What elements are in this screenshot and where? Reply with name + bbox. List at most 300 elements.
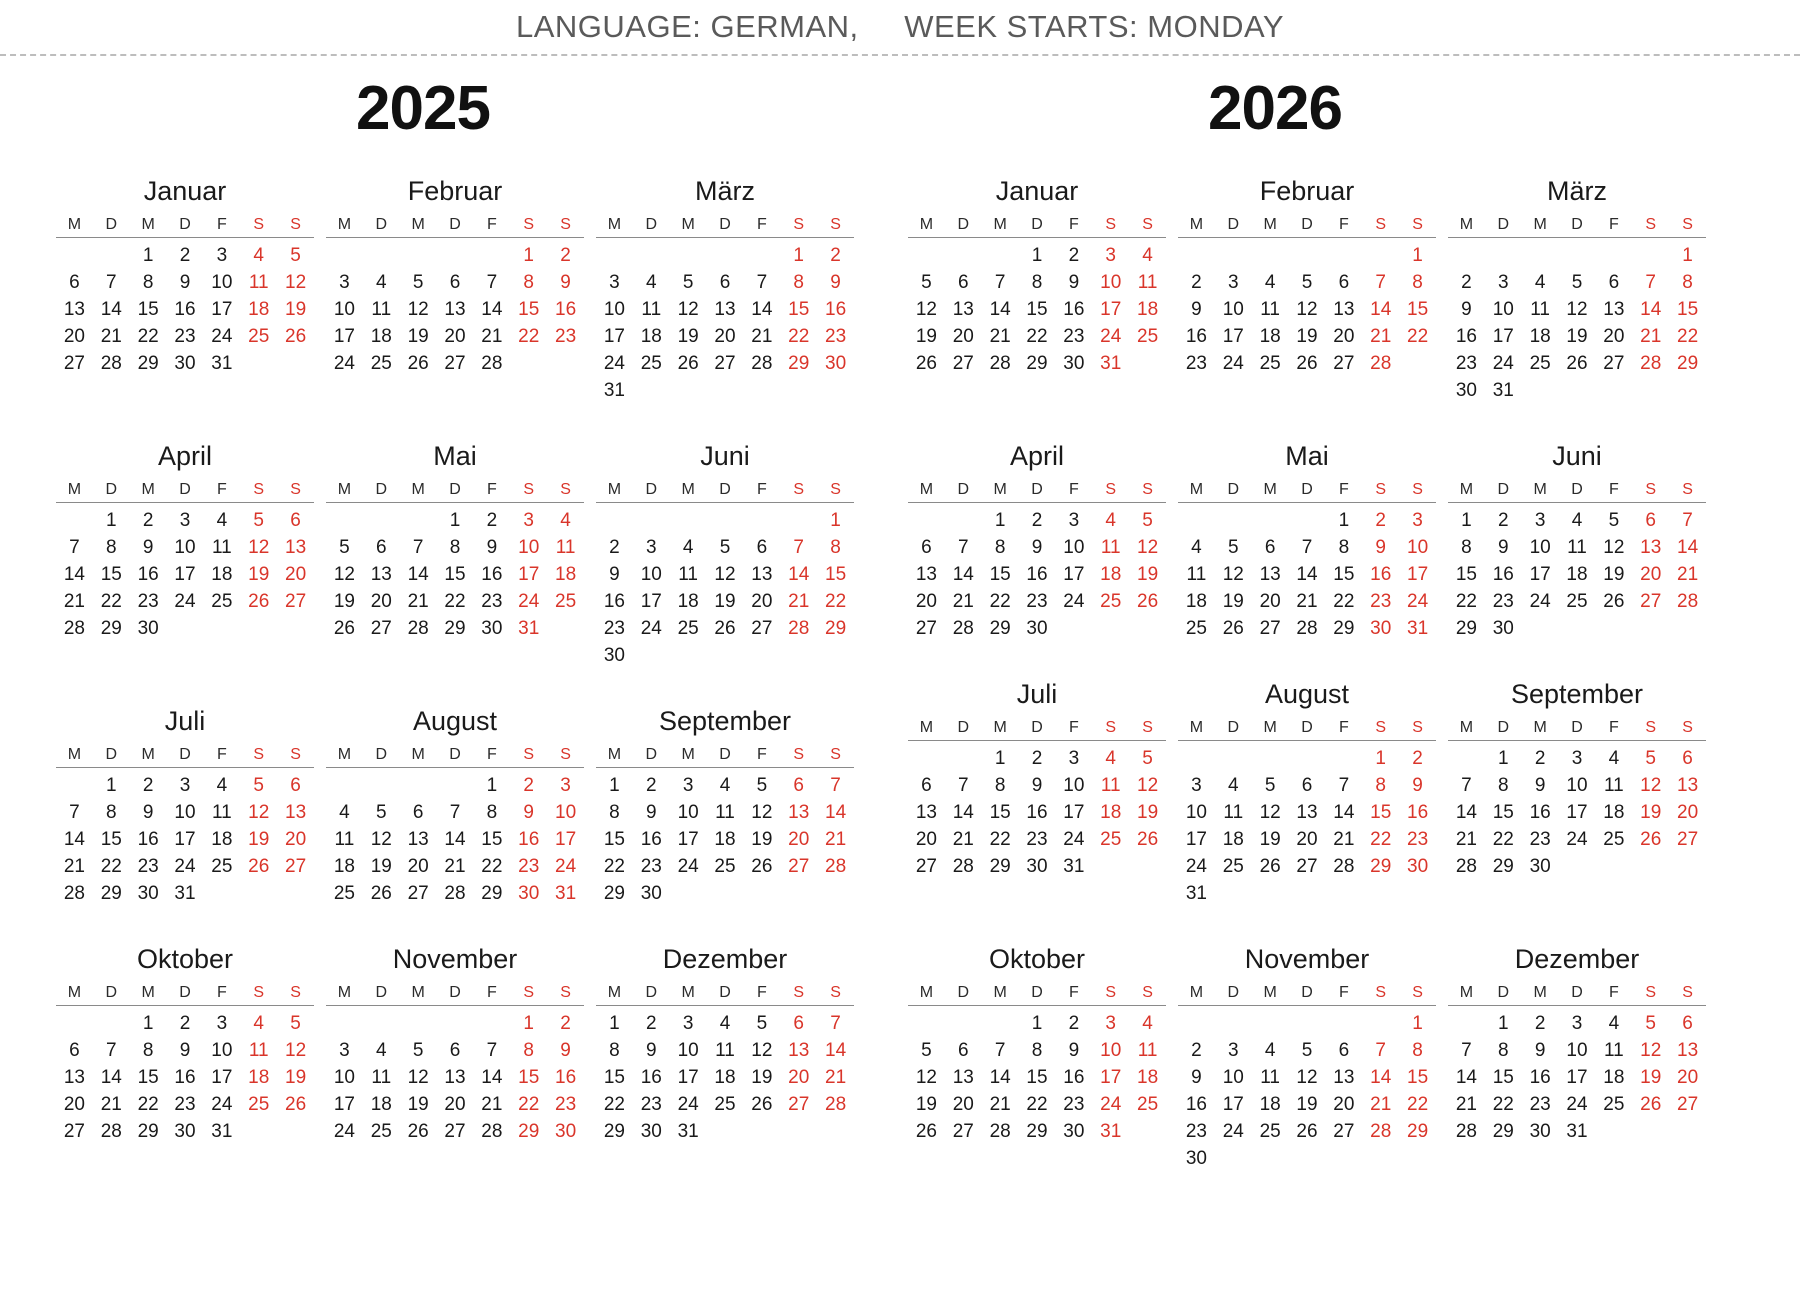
day-cell[interactable]: 10 (677, 1040, 699, 1061)
day-cell[interactable]: 20 (285, 564, 307, 585)
day-cell[interactable]: 4 (645, 272, 657, 293)
day-cell[interactable]: 16 (555, 299, 577, 320)
day-cell[interactable]: 15 (603, 829, 625, 850)
day-cell[interactable]: 28 (1370, 353, 1392, 374)
day-cell[interactable]: 14 (63, 564, 85, 585)
day-cell[interactable]: 25 (1137, 326, 1159, 347)
day-cell[interactable]: 3 (1068, 748, 1080, 769)
day-cell[interactable]: 3 (1412, 510, 1423, 531)
day-cell[interactable]: 2 (1068, 245, 1080, 266)
day-cell[interactable]: 17 (333, 326, 355, 347)
day-cell[interactable]: 14 (952, 802, 974, 823)
day-cell[interactable]: 23 (640, 856, 662, 877)
day-cell[interactable]: 24 (1100, 1094, 1122, 1115)
day-cell[interactable]: 8 (609, 1040, 620, 1061)
day-cell[interactable]: 18 (1222, 829, 1244, 850)
day-cell[interactable]: 3 (1191, 775, 1202, 796)
day-cell[interactable]: 4 (375, 272, 387, 293)
day-cell[interactable]: 23 (825, 326, 847, 347)
day-cell[interactable]: 14 (989, 1067, 1011, 1088)
day-cell[interactable]: 25 (248, 1094, 270, 1115)
day-cell[interactable]: 21 (100, 1094, 122, 1115)
day-cell[interactable]: 19 (333, 591, 355, 612)
day-cell[interactable]: 24 (211, 1094, 233, 1115)
day-cell[interactable]: 19 (370, 856, 392, 877)
day-cell[interactable]: 17 (1529, 564, 1551, 585)
day-cell[interactable]: 2 (560, 245, 571, 266)
day-cell[interactable]: 8 (793, 272, 804, 293)
day-cell[interactable]: 16 (1455, 326, 1477, 347)
day-cell[interactable]: 18 (677, 591, 699, 612)
day-cell[interactable]: 1 (1412, 1013, 1423, 1034)
day-cell[interactable]: 6 (290, 775, 301, 796)
day-cell[interactable]: 18 (211, 829, 233, 850)
day-cell[interactable]: 19 (1296, 1094, 1318, 1115)
day-cell[interactable]: 27 (788, 856, 810, 877)
day-cell[interactable]: 11 (1530, 299, 1550, 320)
day-cell[interactable]: 26 (370, 883, 392, 904)
day-cell[interactable]: 9 (609, 564, 620, 585)
day-cell[interactable]: 24 (333, 1121, 355, 1142)
day-cell[interactable]: 2 (1412, 748, 1423, 769)
day-cell[interactable]: 22 (137, 326, 159, 347)
day-cell[interactable]: 14 (825, 802, 847, 823)
day-cell[interactable]: 20 (1296, 829, 1318, 850)
day-cell[interactable]: 23 (137, 856, 159, 877)
day-cell[interactable]: 8 (1031, 1040, 1043, 1061)
day-cell[interactable]: 30 (137, 883, 159, 904)
day-cell[interactable]: 17 (1100, 1067, 1122, 1088)
day-cell[interactable]: 5 (1142, 510, 1153, 531)
day-cell[interactable]: 7 (1338, 775, 1350, 796)
day-cell[interactable]: 28 (1370, 1121, 1392, 1142)
day-cell[interactable]: 21 (1370, 1094, 1392, 1115)
day-cell[interactable]: 18 (714, 829, 736, 850)
day-cell[interactable]: 5 (1301, 1040, 1313, 1061)
day-cell[interactable]: 3 (179, 510, 191, 531)
day-cell[interactable]: 12 (751, 802, 773, 823)
day-cell[interactable]: 29 (137, 353, 159, 374)
day-cell[interactable]: 25 (677, 618, 699, 639)
day-cell[interactable]: 26 (677, 353, 699, 374)
day-cell[interactable]: 9 (1068, 272, 1080, 293)
day-cell[interactable]: 18 (1603, 802, 1625, 823)
day-cell[interactable]: 3 (339, 272, 350, 293)
day-cell[interactable]: 4 (1142, 245, 1153, 266)
day-cell[interactable]: 19 (407, 326, 429, 347)
day-cell[interactable]: 11 (1603, 1040, 1624, 1061)
day-cell[interactable]: 19 (1137, 802, 1159, 823)
day-cell[interactable]: 12 (1137, 775, 1159, 796)
day-cell[interactable]: 1 (793, 245, 804, 266)
day-cell[interactable]: 25 (714, 1094, 736, 1115)
day-cell[interactable]: 28 (481, 353, 503, 374)
day-cell[interactable]: 13 (952, 299, 974, 320)
day-cell[interactable]: 2 (1191, 1040, 1202, 1061)
day-cell[interactable]: 3 (682, 1013, 694, 1034)
day-cell[interactable]: 24 (1222, 1121, 1244, 1142)
day-cell[interactable]: 25 (248, 326, 270, 347)
day-cell[interactable]: 5 (290, 245, 301, 266)
day-cell[interactable]: 19 (1259, 829, 1281, 850)
day-cell[interactable]: 22 (989, 591, 1011, 612)
day-cell[interactable]: 17 (1407, 564, 1429, 585)
day-cell[interactable]: 20 (952, 1094, 974, 1115)
day-cell[interactable]: 23 (1455, 353, 1477, 374)
day-cell[interactable]: 16 (1407, 802, 1429, 823)
day-cell[interactable]: 4 (339, 802, 350, 823)
day-cell[interactable]: 10 (1529, 537, 1551, 558)
day-cell[interactable]: 11 (1223, 802, 1244, 823)
day-cell[interactable]: 14 (1296, 564, 1318, 585)
day-cell[interactable]: 5 (682, 272, 694, 293)
day-cell[interactable]: 3 (1534, 510, 1546, 531)
day-cell[interactable]: 6 (957, 1040, 969, 1061)
day-cell[interactable]: 7 (1682, 510, 1693, 531)
day-cell[interactable]: 16 (1529, 802, 1551, 823)
day-cell[interactable]: 11 (371, 299, 392, 320)
day-cell[interactable]: 26 (1640, 1094, 1662, 1115)
day-cell[interactable]: 15 (518, 1067, 540, 1088)
day-cell[interactable]: 4 (682, 537, 694, 558)
day-cell[interactable]: 1 (830, 510, 841, 531)
day-cell[interactable]: 30 (1063, 353, 1085, 374)
day-cell[interactable]: 4 (216, 510, 228, 531)
day-cell[interactable]: 27 (751, 618, 773, 639)
day-cell[interactable]: 15 (989, 564, 1011, 585)
day-cell[interactable]: 3 (560, 775, 571, 796)
day-cell[interactable]: 7 (830, 775, 841, 796)
day-cell[interactable]: 31 (1492, 380, 1514, 401)
day-cell[interactable]: 21 (100, 326, 122, 347)
day-cell[interactable]: 4 (253, 245, 264, 266)
day-cell[interactable]: 18 (1100, 564, 1122, 585)
day-cell[interactable]: 23 (640, 1094, 662, 1115)
day-cell[interactable]: 15 (1026, 299, 1048, 320)
day-cell[interactable]: 7 (830, 1013, 841, 1034)
day-cell[interactable]: 22 (603, 856, 625, 877)
day-cell[interactable]: 26 (407, 1121, 429, 1142)
day-cell[interactable]: 20 (1640, 564, 1662, 585)
day-cell[interactable]: 22 (1455, 591, 1477, 612)
day-cell[interactable]: 20 (444, 326, 466, 347)
day-cell[interactable]: 12 (1296, 1067, 1318, 1088)
day-cell[interactable]: 11 (1100, 537, 1121, 558)
day-cell[interactable]: 24 (174, 856, 196, 877)
day-cell[interactable]: 12 (1603, 537, 1625, 558)
day-cell[interactable]: 8 (142, 1040, 154, 1061)
day-cell[interactable]: 19 (285, 299, 307, 320)
day-cell[interactable]: 9 (645, 802, 657, 823)
day-cell[interactable]: 25 (1529, 353, 1551, 374)
day-cell[interactable]: 30 (518, 883, 540, 904)
day-cell[interactable]: 1 (105, 775, 117, 796)
day-cell[interactable]: 13 (788, 1040, 810, 1061)
day-cell[interactable]: 6 (1301, 775, 1313, 796)
day-cell[interactable]: 27 (63, 353, 85, 374)
day-cell[interactable]: 4 (1264, 1040, 1276, 1061)
day-cell[interactable]: 27 (1603, 353, 1625, 374)
day-cell[interactable]: 9 (645, 1040, 657, 1061)
day-cell[interactable]: 24 (1566, 829, 1588, 850)
day-cell[interactable]: 31 (603, 380, 625, 401)
day-cell[interactable]: 25 (370, 353, 392, 374)
day-cell[interactable]: 16 (1185, 1094, 1207, 1115)
day-cell[interactable]: 27 (444, 1121, 466, 1142)
day-cell[interactable]: 12 (407, 1067, 429, 1088)
day-cell[interactable]: 13 (370, 564, 392, 585)
day-cell[interactable]: 14 (989, 299, 1011, 320)
day-cell[interactable]: 15 (481, 829, 503, 850)
day-cell[interactable]: 5 (756, 1013, 768, 1034)
day-cell[interactable]: 30 (1529, 1121, 1551, 1142)
day-cell[interactable]: 23 (518, 856, 540, 877)
day-cell[interactable]: 13 (63, 1067, 85, 1088)
day-cell[interactable]: 6 (375, 537, 387, 558)
day-cell[interactable]: 15 (444, 564, 466, 585)
day-cell[interactable]: 16 (603, 591, 625, 612)
day-cell[interactable]: 10 (603, 299, 625, 320)
day-cell[interactable]: 21 (1296, 591, 1318, 612)
day-cell[interactable]: 22 (481, 856, 503, 877)
day-cell[interactable]: 20 (1333, 1094, 1355, 1115)
day-cell[interactable]: 11 (641, 299, 662, 320)
day-cell[interactable]: 5 (1645, 748, 1656, 769)
day-cell[interactable]: 23 (1529, 1094, 1551, 1115)
day-cell[interactable]: 20 (444, 1094, 466, 1115)
day-cell[interactable]: 19 (1296, 326, 1318, 347)
day-cell[interactable]: 4 (1608, 748, 1620, 769)
day-cell[interactable]: 26 (1222, 618, 1244, 639)
day-cell[interactable]: 27 (952, 1121, 974, 1142)
day-cell[interactable]: 4 (1105, 510, 1116, 531)
day-cell[interactable]: 19 (915, 326, 937, 347)
day-cell[interactable]: 5 (756, 775, 768, 796)
day-cell[interactable]: 3 (523, 510, 534, 531)
day-cell[interactable]: 22 (1026, 1094, 1048, 1115)
day-cell[interactable]: 17 (640, 591, 662, 612)
day-cell[interactable]: 13 (788, 802, 810, 823)
day-cell[interactable]: 10 (333, 1067, 355, 1088)
day-cell[interactable]: 2 (142, 510, 154, 531)
day-cell[interactable]: 6 (449, 272, 461, 293)
day-cell[interactable]: 10 (1407, 537, 1429, 558)
day-cell[interactable]: 12 (407, 299, 429, 320)
day-cell[interactable]: 28 (952, 618, 974, 639)
day-cell[interactable]: 30 (1407, 856, 1429, 877)
day-cell[interactable]: 8 (1375, 775, 1386, 796)
day-cell[interactable]: 18 (555, 564, 577, 585)
day-cell[interactable]: 17 (174, 564, 196, 585)
day-cell[interactable]: 28 (1455, 856, 1477, 877)
day-cell[interactable]: 5 (412, 1040, 424, 1061)
day-cell[interactable]: 2 (179, 245, 191, 266)
day-cell[interactable]: 1 (142, 245, 154, 266)
day-cell[interactable]: 23 (1529, 829, 1551, 850)
day-cell[interactable]: 3 (179, 775, 191, 796)
day-cell[interactable]: 21 (63, 856, 85, 877)
day-cell[interactable]: 15 (1407, 299, 1429, 320)
day-cell[interactable]: 17 (1185, 829, 1207, 850)
day-cell[interactable]: 16 (640, 1067, 662, 1088)
day-cell[interactable]: 9 (1031, 537, 1043, 558)
day-cell[interactable]: 12 (1640, 775, 1662, 796)
day-cell[interactable]: 13 (285, 537, 307, 558)
day-cell[interactable]: 17 (677, 829, 699, 850)
day-cell[interactable]: 7 (486, 1040, 498, 1061)
day-cell[interactable]: 14 (788, 564, 810, 585)
day-cell[interactable]: 16 (825, 299, 847, 320)
day-cell[interactable]: 5 (1571, 272, 1583, 293)
day-cell[interactable]: 8 (486, 802, 498, 823)
day-cell[interactable]: 3 (216, 1013, 228, 1034)
day-cell[interactable]: 4 (1142, 1013, 1153, 1034)
day-cell[interactable]: 10 (1222, 299, 1244, 320)
day-cell[interactable]: 12 (285, 1040, 307, 1061)
day-cell[interactable]: 27 (285, 591, 307, 612)
day-cell[interactable]: 31 (1100, 1121, 1122, 1142)
day-cell[interactable]: 7 (1461, 775, 1472, 796)
day-cell[interactable]: 11 (211, 537, 232, 558)
day-cell[interactable]: 24 (1407, 591, 1429, 612)
day-cell[interactable]: 6 (921, 775, 932, 796)
day-cell[interactable]: 12 (1137, 537, 1159, 558)
day-cell[interactable]: 1 (105, 510, 117, 531)
day-cell[interactable]: 5 (1645, 1013, 1656, 1034)
day-cell[interactable]: 29 (1370, 856, 1392, 877)
day-cell[interactable]: 8 (1682, 272, 1693, 293)
day-cell[interactable]: 12 (714, 564, 736, 585)
day-cell[interactable]: 20 (1259, 591, 1281, 612)
day-cell[interactable]: 6 (957, 272, 969, 293)
day-cell[interactable]: 8 (1412, 1040, 1423, 1061)
day-cell[interactable]: 24 (333, 353, 355, 374)
day-cell[interactable]: 28 (788, 618, 810, 639)
day-cell[interactable]: 19 (1566, 326, 1588, 347)
day-cell[interactable]: 12 (248, 537, 270, 558)
day-cell[interactable]: 22 (788, 326, 810, 347)
day-cell[interactable]: 2 (179, 1013, 191, 1034)
day-cell[interactable]: 27 (1677, 1094, 1699, 1115)
day-cell[interactable]: 5 (921, 272, 932, 293)
day-cell[interactable]: 22 (989, 829, 1011, 850)
day-cell[interactable]: 11 (678, 564, 698, 585)
day-cell[interactable]: 20 (285, 829, 307, 850)
day-cell[interactable]: 1 (1338, 510, 1350, 531)
day-cell[interactable]: 16 (1492, 564, 1514, 585)
day-cell[interactable]: 7 (69, 537, 80, 558)
day-cell[interactable]: 30 (174, 1121, 196, 1142)
day-cell[interactable]: 18 (211, 564, 233, 585)
day-cell[interactable]: 6 (69, 272, 80, 293)
day-cell[interactable]: 3 (1571, 1013, 1583, 1034)
day-cell[interactable]: 13 (444, 299, 466, 320)
day-cell[interactable]: 15 (1492, 1067, 1514, 1088)
day-cell[interactable]: 31 (518, 618, 540, 639)
day-cell[interactable]: 2 (1031, 748, 1043, 769)
day-cell[interactable]: 28 (63, 618, 85, 639)
day-cell[interactable]: 1 (1461, 510, 1472, 531)
day-cell[interactable]: 12 (1222, 564, 1244, 585)
day-cell[interactable]: 1 (609, 775, 620, 796)
day-cell[interactable]: 30 (1455, 380, 1477, 401)
day-cell[interactable]: 5 (1227, 537, 1239, 558)
day-cell[interactable]: 26 (751, 1094, 773, 1115)
day-cell[interactable]: 24 (1100, 326, 1122, 347)
day-cell[interactable]: 22 (518, 326, 540, 347)
day-cell[interactable]: 13 (915, 802, 937, 823)
day-cell[interactable]: 2 (1534, 1013, 1546, 1034)
day-cell[interactable]: 11 (248, 272, 269, 293)
day-cell[interactable]: 16 (1063, 1067, 1085, 1088)
day-cell[interactable]: 24 (174, 591, 196, 612)
day-cell[interactable]: 17 (1100, 299, 1122, 320)
day-cell[interactable]: 15 (1333, 564, 1355, 585)
day-cell[interactable]: 4 (1105, 748, 1116, 769)
day-cell[interactable]: 13 (1333, 1067, 1355, 1088)
day-cell[interactable]: 5 (253, 775, 264, 796)
day-cell[interactable]: 5 (253, 510, 264, 531)
day-cell[interactable]: 25 (1259, 1121, 1281, 1142)
day-cell[interactable]: 9 (1534, 1040, 1546, 1061)
day-cell[interactable]: 26 (285, 326, 307, 347)
day-cell[interactable]: 7 (486, 272, 498, 293)
day-cell[interactable]: 5 (412, 272, 424, 293)
day-cell[interactable]: 19 (407, 1094, 429, 1115)
day-cell[interactable]: 13 (952, 1067, 974, 1088)
day-cell[interactable]: 11 (211, 802, 232, 823)
day-cell[interactable]: 1 (994, 748, 1006, 769)
day-cell[interactable]: 18 (1259, 1094, 1281, 1115)
day-cell[interactable]: 6 (793, 1013, 804, 1034)
day-cell[interactable]: 7 (449, 802, 461, 823)
day-cell[interactable]: 8 (1497, 775, 1509, 796)
day-cell[interactable]: 15 (1407, 1067, 1429, 1088)
day-cell[interactable]: 3 (1105, 245, 1116, 266)
day-cell[interactable]: 2 (609, 537, 620, 558)
day-cell[interactable]: 27 (444, 353, 466, 374)
day-cell[interactable]: 23 (481, 591, 503, 612)
day-cell[interactable]: 26 (915, 353, 937, 374)
day-cell[interactable]: 19 (1603, 564, 1625, 585)
day-cell[interactable]: 29 (603, 883, 625, 904)
day-cell[interactable]: 11 (1186, 564, 1207, 585)
day-cell[interactable]: 22 (100, 591, 122, 612)
day-cell[interactable]: 21 (952, 829, 974, 850)
day-cell[interactable]: 21 (1455, 829, 1477, 850)
day-cell[interactable]: 11 (1100, 775, 1121, 796)
day-cell[interactable]: 13 (1259, 564, 1281, 585)
day-cell[interactable]: 29 (1407, 1121, 1429, 1142)
day-cell[interactable]: 14 (1640, 299, 1662, 320)
day-cell[interactable]: 17 (211, 299, 233, 320)
day-cell[interactable]: 4 (719, 1013, 731, 1034)
day-cell[interactable]: 21 (481, 326, 503, 347)
day-cell[interactable]: 30 (137, 618, 159, 639)
day-cell[interactable]: 25 (1137, 1094, 1159, 1115)
day-cell[interactable]: 9 (142, 537, 154, 558)
day-cell[interactable]: 3 (1571, 748, 1583, 769)
day-cell[interactable]: 13 (751, 564, 773, 585)
day-cell[interactable]: 18 (1100, 802, 1122, 823)
day-cell[interactable]: 26 (1640, 829, 1662, 850)
day-cell[interactable]: 24 (1492, 353, 1514, 374)
day-cell[interactable]: 9 (1191, 1067, 1202, 1088)
day-cell[interactable]: 29 (989, 856, 1011, 877)
day-cell[interactable]: 10 (1566, 1040, 1588, 1061)
day-cell[interactable]: 16 (1529, 1067, 1551, 1088)
day-cell[interactable]: 22 (100, 856, 122, 877)
